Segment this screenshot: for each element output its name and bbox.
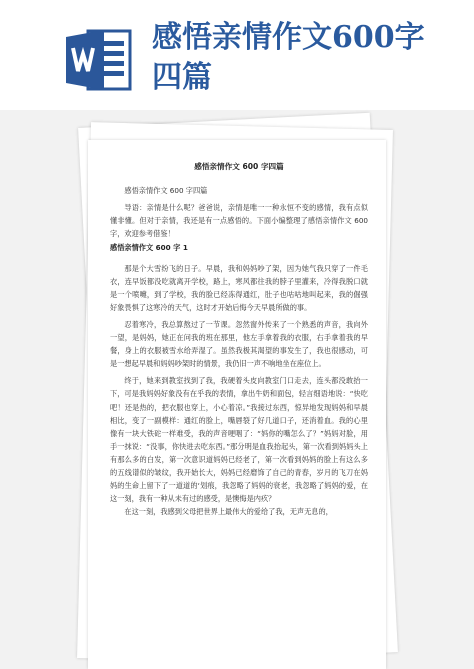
page-heading: 感悟亲情作文 600 字四篇: [194, 162, 284, 171]
intro-paragraph: 导语：亲情是什么呢？爸爸说，亲情是唯一一种永恒不变的感情，我有点似懂非懂。但对于亲情，我还是有一点感悟的。下面小编整理了感悟亲情作文 600 字，欢迎参考借鉴！: [110, 203, 368, 239]
document-title: 感悟亲情作文600字四篇: [152, 20, 425, 95]
body-paragraph: 那是个大雪纷飞的日子。早晨，我和妈妈吵了架，因为她气我只穿了一件毛衣，连早饭都没吃就离开学校，路上，寒风都往我的脖子里灌来，冷得我脱口就是一个喷嚏，到了学校，我的脸已经冻得通红，肚子也咕咕地叫起来，我的倔强好象畏惧了这寒冷的天气，这时才开始后悔今天早晨所做的事。: [110, 263, 368, 312]
word-icon: [64, 27, 132, 93]
document-header: [0, 0, 474, 112]
page-content: [110, 160, 368, 518]
body-paragraph: 终于，她来到教室找到了我，我硬着头皮向教室门口走去，连头都没敢抬一下，可是我妈妈好象没有在乎我的表情，拿出牛奶和面包，轻言细语地说：“快吃吧！还是热的，把衣服也穿上，小心着凉。”我接过东西，惊异地发现妈妈和早晨相比，变了一副模样：通红的脸上，嘴唇裂了好几道口子，还消着血。我的心里像有一块大铁砣一样难受，我的声音哽咽了：“妈你的嘴怎么了？”妈妈对脸，用手一抹说：“没事，你快进去吃东西。”那分明是血我抬起头，第一次看到妈妈头上有那么多的白发，第一次意识道妈妈已经老了，第一次看到妈妈的脸上有这么多的五线谱似的皱纹，我开始长大，妈妈已经磨饰了自己的青春，岁月的飞刀在妈妈的生命上留下了一道道的‘划痕，我忽略了妈妈的衰老，我忽略了妈妈的爱，在这一刻，我有一种从未有过的感受，是懊悔是内疚？: [110, 376, 368, 504]
body-paragraph: 在这一刻，我感到父母把世界上最伟大的爱给了我，无声无息的，: [124, 507, 333, 517]
body-paragraph: 忍着寒冷，我总算熬过了一节课。忽然窗外传来了一个熟悉的声音，我向外一望，是妈妈，她正在问我的班在那里，他左手拿着我的衣服，右手拿着我的早餐，身上的衣服被雪水给弄湿了。虽然我极其渴望的事发生了，我也很感动，可是一想起早晨和妈妈吵架时的情景，我仍旧一声不响地坐在座位上。: [110, 319, 368, 369]
page-subtitle: 感悟亲情作文 600 字四篇: [124, 186, 208, 196]
section-title: 感悟亲情作文 600 字 1: [110, 243, 188, 253]
